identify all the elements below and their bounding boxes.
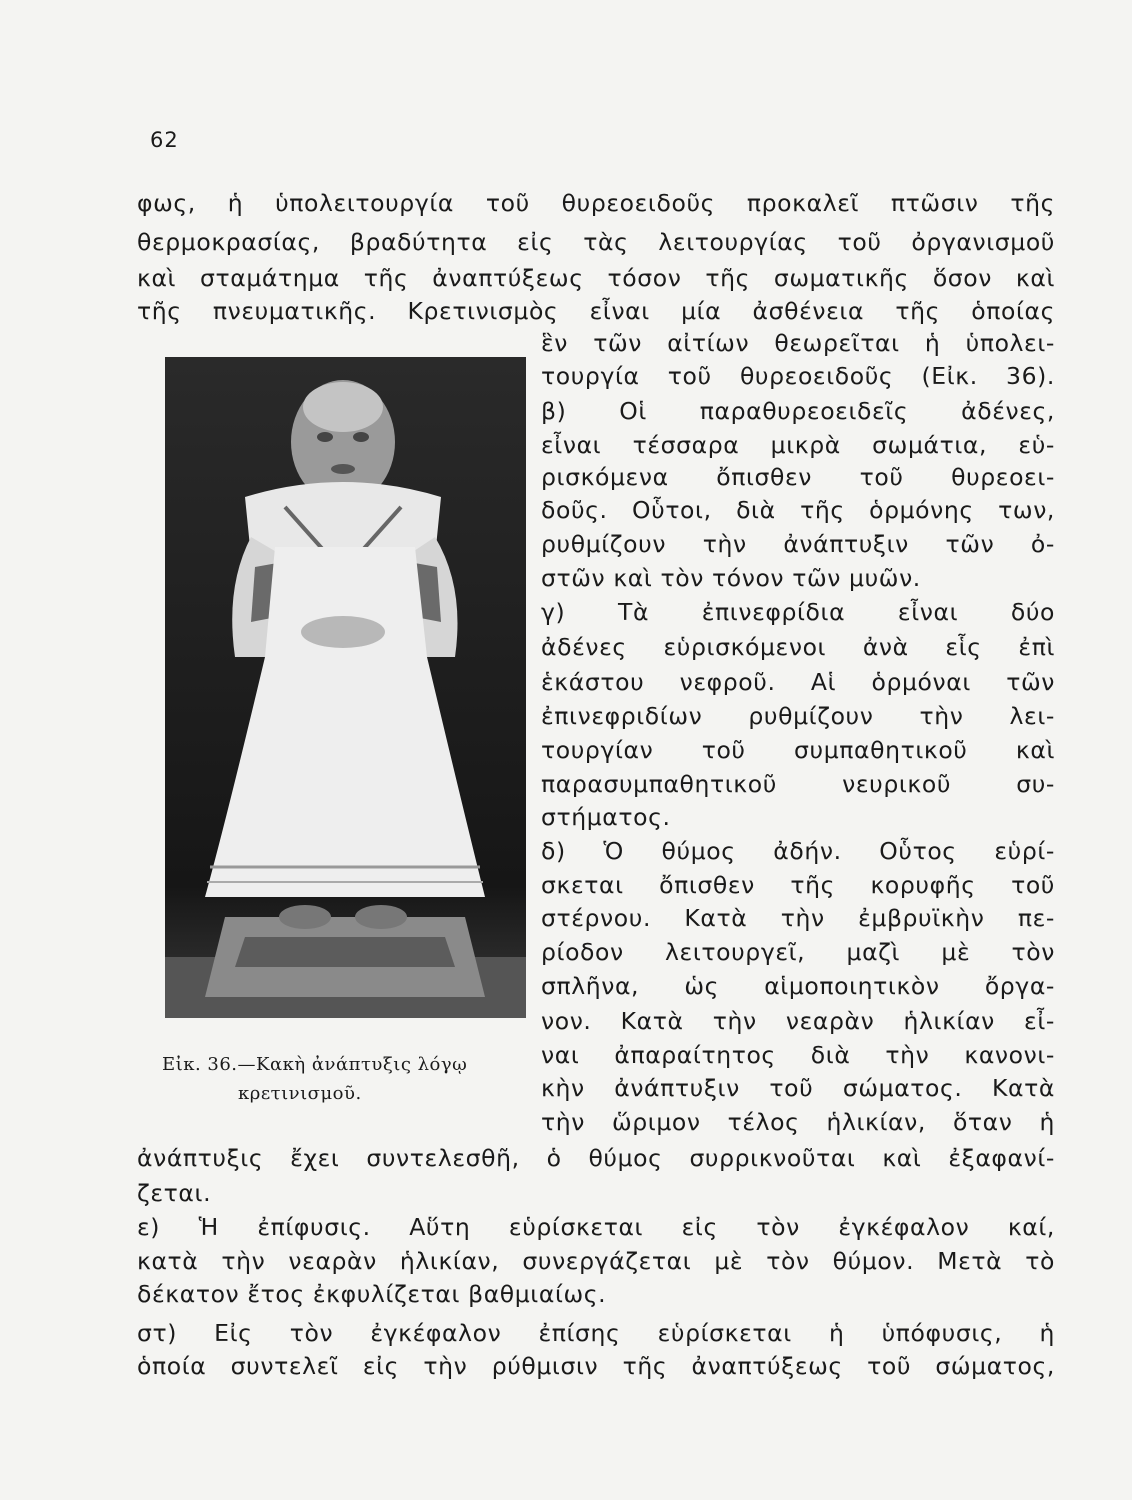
- text-line: δέκατον ἔτος ἐκφυλίζεται βαθμιαίως.: [137, 1280, 607, 1308]
- text-line: ὁποία συντελεῖ εἰς τὴν ρύθμισιν τῆς ἀναπτύξεως τοῦ σώματος,: [137, 1352, 1055, 1380]
- text-line: σπλῆνα, ὡς αἱμοποιητικὸν ὄργα-: [541, 972, 1055, 1000]
- text-line: δοῦς. Οὗτοι, διὰ τῆς ὁρμόνης των,: [541, 496, 1055, 524]
- text-line: θερμοκρασίας, βραδύτητα εἰς τὰς λειτουργίας τοῦ ὀργανισμοῦ: [137, 228, 1055, 256]
- text-line: κατὰ τὴν νεαρὰν ἡλικίαν, συνεργάζεται μὲ τὸν θύμον. Μετὰ τὸ: [137, 1247, 1055, 1275]
- text-line: ἐπινεφριδίων ρυθμίζουν τὴν λει-: [541, 702, 1055, 730]
- text-line: νον. Κατὰ τὴν νεαρὰν ἡλικίαν εἶ-: [541, 1007, 1055, 1035]
- text-line: τουργία τοῦ θυρεοειδοῦς (Εἰκ. 36).: [541, 362, 1055, 390]
- figure-photo: [165, 357, 526, 1018]
- text-line: τῆς πνευματικῆς. Κρετινισμὸς εἶναι μία ἀσθένεια τῆς ὁποίας: [137, 297, 1055, 325]
- text-line: παρασυμπαθητικοῦ νευρικοῦ συ-: [541, 770, 1055, 798]
- text-line: ἓν τῶν αἰτίων θεωρεῖται ἡ ὑπολει-: [541, 329, 1055, 357]
- text-line: στέρνου. Κατὰ τὴν ἐμβρυϊκὴν πε-: [541, 904, 1055, 932]
- text-line: ἀνάπτυξις ἔχει συντελεσθῆ, ὁ θύμος συρρικνοῦται καὶ ἐξαφανί-: [137, 1144, 1055, 1172]
- text-line: στῶν καὶ τὸν τόνον τῶν μυῶν.: [541, 564, 921, 592]
- text-line: στήματος.: [541, 803, 671, 831]
- text-line: ρυθμίζουν τὴν ἀνάπτυξιν τῶν ὀ-: [541, 530, 1055, 558]
- text-line: καὶ σταμάτημα τῆς ἀναπτύξεως τόσον τῆς σωματικῆς ὅσον καὶ: [137, 264, 1055, 292]
- text-line: ρισκόμενα ὄπισθεν τοῦ θυρεοει-: [541, 463, 1055, 491]
- figure-caption: Εἰκ. 36.—Κακὴ ἀνάπτυξις λόγῳ: [162, 1054, 468, 1075]
- text-line: ε) Ἡ ἐπίφυσις. Αὕτη εὑρίσκεται εἰς τὸν ἐγκέφαλον καί,: [137, 1213, 1055, 1241]
- text-line: ναι ἀπαραίτητος διὰ τὴν κανονι-: [541, 1041, 1055, 1069]
- text-line: τὴν ὥριμον τέλος ἡλικίαν, ὅταν ἡ: [541, 1108, 1055, 1136]
- text-line: εἶναι τέσσαρα μικρὰ σωμάτια, εὑ-: [541, 431, 1055, 459]
- text-line: ρίοδον λειτουργεῖ, μαζὶ μὲ τὸν: [541, 938, 1055, 966]
- text-line: ἑκάστου νεφροῦ. Αἱ ὁρμόναι τῶν: [541, 668, 1055, 696]
- page-number: 62: [150, 128, 179, 152]
- text-line: β) Οἱ παραθυρεοειδεῖς ἀδένες,: [541, 397, 1055, 425]
- text-line: σκεται ὄπισθεν τῆς κορυφῆς τοῦ: [541, 871, 1055, 899]
- text-line: ζεται.: [137, 1179, 212, 1207]
- text-line: κὴν ἀνάπτυξιν τοῦ σώματος. Κατὰ: [541, 1074, 1055, 1102]
- text-line: γ) Τὰ ἐπινεφρίδια εἶναι δύο: [541, 598, 1055, 626]
- text-line: δ) Ὁ θύμος ἀδήν. Οὗτος εὑρί-: [541, 837, 1055, 865]
- text-line: στ) Εἰς τὸν ἐγκέφαλον ἐπίσης εὑρίσκεται ἡ ὑπόφυσις, ἡ: [137, 1319, 1055, 1347]
- text-line: τουργίαν τοῦ συμπαθητικοῦ καὶ: [541, 736, 1055, 764]
- text-line: ἀδένες εὑρισκόμενοι ἀνὰ εἷς ἐπὶ: [541, 633, 1055, 661]
- text-line: φως, ἡ ὑπολειτουργία τοῦ θυρεοειδοῦς προκαλεῖ πτῶσιν τῆς: [137, 189, 1055, 217]
- figure-caption-continued: κρετινισμοῦ.: [238, 1083, 362, 1104]
